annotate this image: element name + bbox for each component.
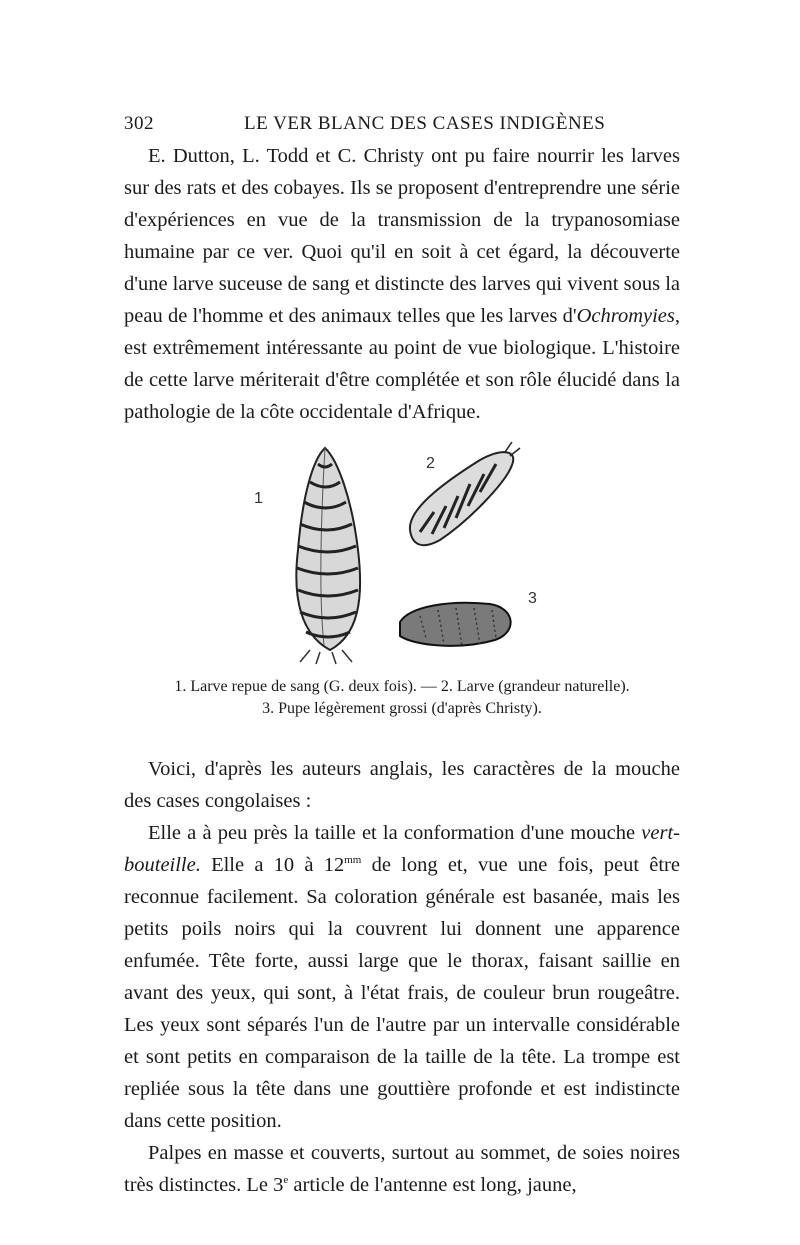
paragraph-text: de long et, vue une fois, peut être reconnue facilement. Sa coloration générale est basanée, mais les petits poils noirs qui la couvrent lui donnent une apparence enfumée. Tête forte, aussi large que le thorax, faisant saillie en avant des yeux, qui sont, à l'état frais, de couleur brun rougeâtre. Les yeux sont séparés l'un de l'autre par un intervalle considérable et sont petits en comparaison de la taille de la tête. La trompe est repliée sous la tête dans une gouttière profonde et est indistincte dans cette position. — [124, 854, 680, 1132]
unit-superscript: mm — [344, 854, 362, 867]
italic-term: Ochromyies — [576, 305, 675, 327]
paragraph-text: E. Dutton, L. Todd et C. Christy ont pu faire nourrir les larves sur des rats et des cobayes. Ils se proposent d'entreprendre une série d'expériences en vue de la transmission de la trypanosomiase humaine par ce ver. Quoi qu'il en soit à cet égard, la découverte d'une larve suceuse de sang et distincte des larves qui vivent sous la peau de l'homme et des animaux telles que les larves d' — [124, 145, 680, 327]
paragraph-text: , est extrêmement intéressante au point de vue biologique. L'histoire de cette larve mériterait d'être complétée et son rôle élucidé dans la pathologie de la côte occidentale d'Afrique. — [124, 305, 680, 423]
caption-line-2: 3. Pupe légèrement grossi (d'après Christy). — [262, 700, 542, 717]
figure-label-2: 2 — [426, 455, 435, 472]
italic-term: vert-bouteille. — [124, 822, 680, 876]
ordinal-superscript: e — [283, 1174, 289, 1187]
figure-caption — [124, 676, 680, 720]
figure-label-3: 3 — [528, 590, 537, 607]
paragraph-description — [124, 817, 680, 1137]
larva-figure — [240, 440, 580, 670]
page-number: 302 — [124, 113, 154, 134]
paragraph-text: article de l'antenne est long, jaune, — [288, 1174, 577, 1196]
paragraph-text: Elle a à peu près la taille et la conformation d'une mouche — [148, 822, 642, 844]
paragraph-palpes — [124, 1137, 680, 1201]
larva-illustration — [240, 440, 580, 670]
running-title: LE VER BLANC DES CASES INDIGÈNES — [244, 113, 606, 134]
page-header — [124, 113, 680, 143]
paragraph-dutton — [124, 140, 680, 428]
pupa-drawing — [400, 603, 511, 646]
text-block-bottom — [124, 753, 680, 1201]
paragraph-voici: Voici, d'après les auteurs anglais, les caractères de la mouche des cases congolaises : — [124, 758, 680, 812]
larva-engorged-drawing — [296, 448, 360, 664]
caption-line-1: 1. Larve repue de sang (G. deux fois). — 2. Larve (grandeur naturelle). — [174, 678, 630, 695]
paragraph-text: Elle a 10 à 12 — [200, 854, 345, 876]
figure-label-1: 1 — [254, 490, 263, 507]
paragraph-text: Palpes en masse et couverts, surtout au sommet, de soies noires très distinctes. Le 3 — [124, 1142, 680, 1196]
text-block-top — [124, 140, 680, 428]
